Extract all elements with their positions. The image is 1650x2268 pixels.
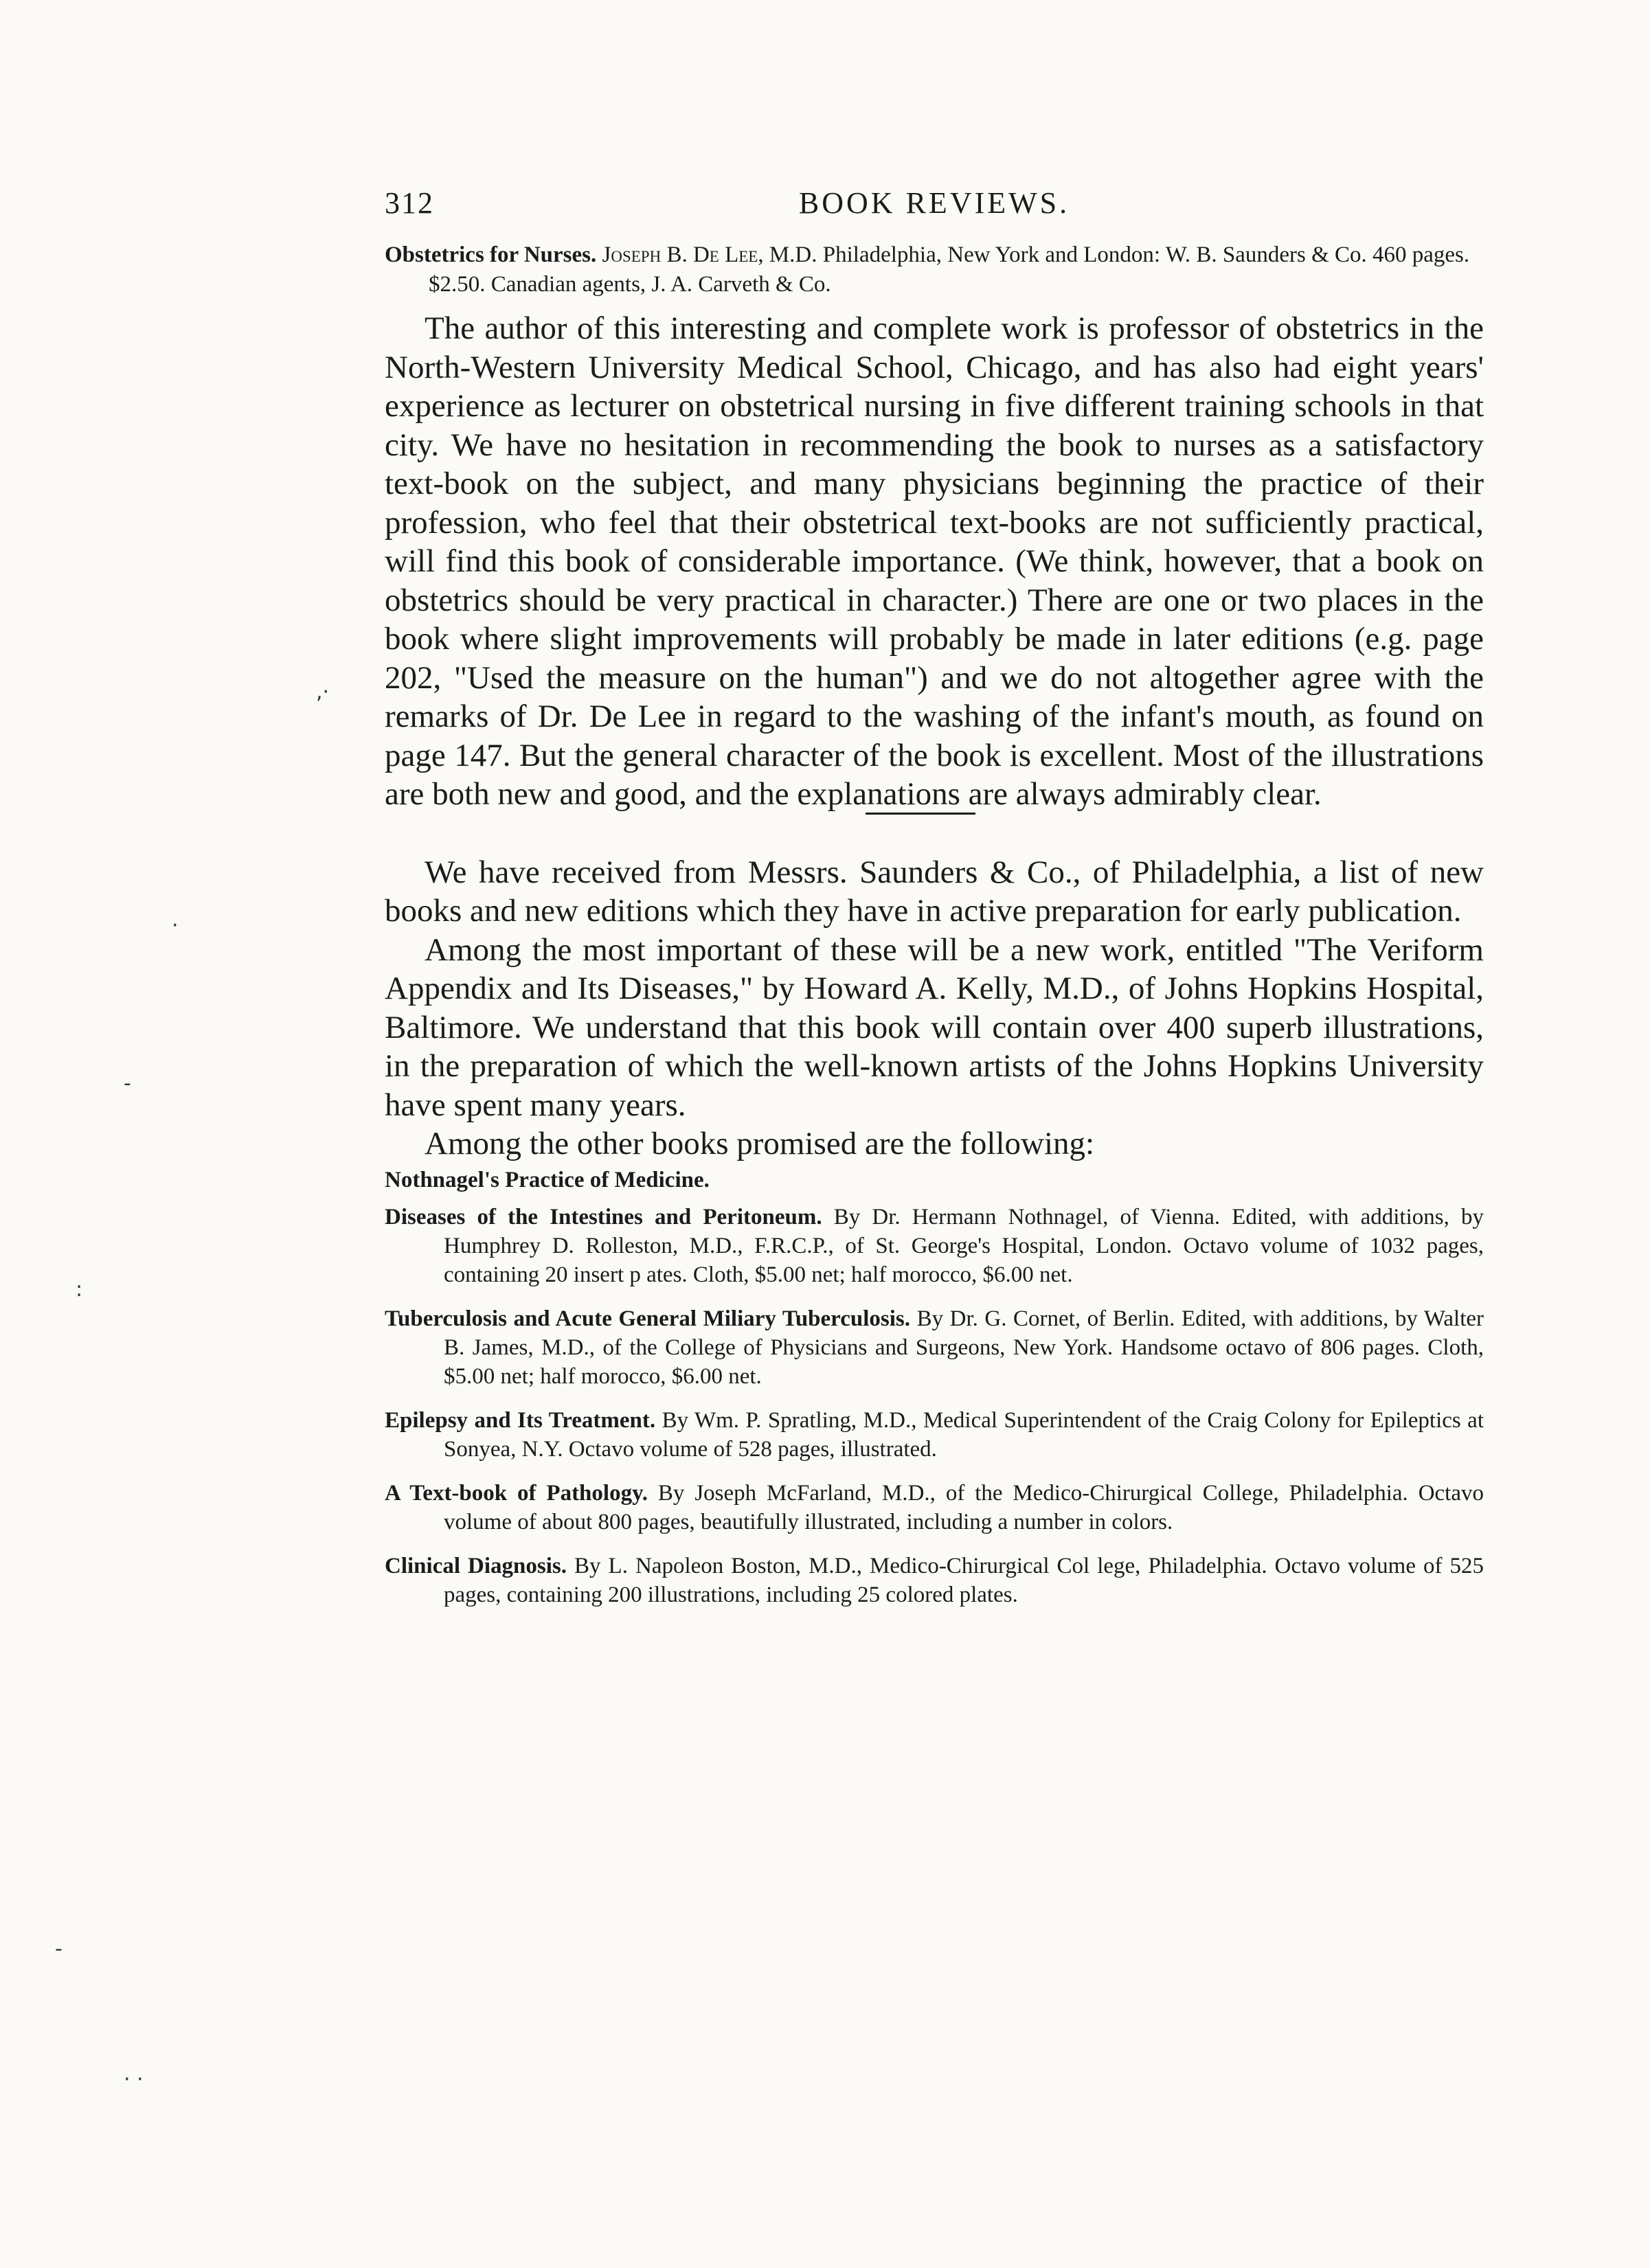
announcement-paragraph-3: Among the other books promised are the following: [425, 1126, 1095, 1161]
book-entry-title: Epilepsy and Its Treatment. [385, 1407, 656, 1433]
page-title: BOOK REVIEWS. [798, 186, 1070, 220]
scan-mark: · · [124, 2067, 144, 2091]
book-entry-details: By Dr. Hermann Nothnagel, of Vienna. Edited, with additions, by Humphrey D. Rolleston, M.D., F.R.C.P., of St. George's Hospital, London. Octavo volume of 1032 pages, containing 20 insert p ates. Cloth, $5.00 net; half morocco, $6.00 net. [444, 1204, 1484, 1287]
scan-mark: : [76, 1278, 83, 1302]
book-entry [385, 1304, 1484, 1391]
book-entry-details: By L. Napoleon Boston, M.D., Medico-Chirurgical Col lege, Philadelphia. Octavo volume of 525 pages, containing 200 illustrations, including 25 colored plates. [444, 1553, 1484, 1607]
scan-mark: · [172, 914, 179, 938]
review-body: The author of this interesting and complete work is professor of obstetrics in the North-Western University Medical School, Chicago, and has also had eight years' experience as lecturer on obstetrical nursing in five different training schools in that city. We have no hesitation in recommending the book to nurses as a satisfactory text-book on the subject, and many physicians beginning the practice of their profession, who feel that their obstetrical text-books are not sufficiently practical, will find this book of considerable importance. (We think, however, that a book on obstetrics should be very practical in character.) There are one or two places in the book where slight improvements will probably be made in later editions (e.g. page 202, "Used the measure on the human") and we do not altogether agree with the remarks of Dr. De Lee in regard to the washing of the infant's mouth, as found on page 147. But the general character of the book is excellent. Most of the illustrations are both new and good, and the explanations are always admirably clear. [385, 310, 1484, 812]
review-book-title: Obstetrics for Nurses. [385, 242, 597, 267]
list-heading: Nothnagel's Practice of Medicine. [385, 1167, 710, 1192]
book-entry-title: Diseases of the Intestines and Peritoneum. [385, 1204, 822, 1229]
announcement-paragraph-1: We have received from Messrs. Saunders & Co., of Philadelphia, a list of new books and new editions which they have in active preparation for early publication. [385, 854, 1484, 929]
announcement-paragraph-2: Among the most important of these will be a new work, entitled "The Veriform Appendix and Its Diseases," by Howard A. Kelly, M.D., of Johns Hopkins Hospital, Baltimore. We understand that this book will contain over 400 superb illustrations, in the preparation of which the well-known artists of the Johns Hopkins University have spent many years. [385, 931, 1484, 1123]
book-page [385, 185, 1484, 1624]
book-entry-title: A Text-book of Pathology. [385, 1480, 648, 1506]
book-entry-title: Clinical Diagnosis. [385, 1553, 567, 1578]
book-entry-details: By Wm. P. Spratling, M.D., Medical Superintendent of the Craig Colony for Epileptics at Sonyea, N.Y. Octavo volume of 528 pages, illustrated. [444, 1407, 1484, 1462]
review-citation [385, 240, 1484, 299]
book-entry-details: By Joseph McFarland, M.D., of the Medico-Chirurgical College, Philadelphia. Octavo volume of about 800 pages, beautifully illustrated, including a number in colors. [444, 1480, 1484, 1534]
review-book-author: Joseph B. De Lee, M.D. [602, 242, 817, 267]
running-head [385, 185, 1484, 240]
book-entry-title: Tuberculosis and Acute General Miliary Tuberculosis. [385, 1306, 910, 1331]
book-entry [385, 1552, 1484, 1609]
book-entry-details: By Dr. G. Cornet, of Berlin. Edited, with additions, by Walter B. James, M.D., of the College of Physicians and Surgeons, New York. Handsome octavo of 806 pages. Cloth, $5.00 net; half morocco, $6.00 net. [444, 1306, 1484, 1389]
book-entry [385, 1406, 1484, 1464]
scan-mark: ,· [316, 680, 330, 704]
page-number: 312 [385, 186, 434, 220]
scan-mark: - [124, 1071, 131, 1096]
book-entry [385, 1479, 1484, 1536]
review-book-publisher: Philadelphia, New York and London: W. B. Saunders & Co. 460 pages. $2.50. Canadian agents, J. A. Carveth & Co. [429, 242, 1470, 297]
scan-mark: - [55, 1937, 63, 1961]
book-entry [385, 1203, 1484, 1289]
